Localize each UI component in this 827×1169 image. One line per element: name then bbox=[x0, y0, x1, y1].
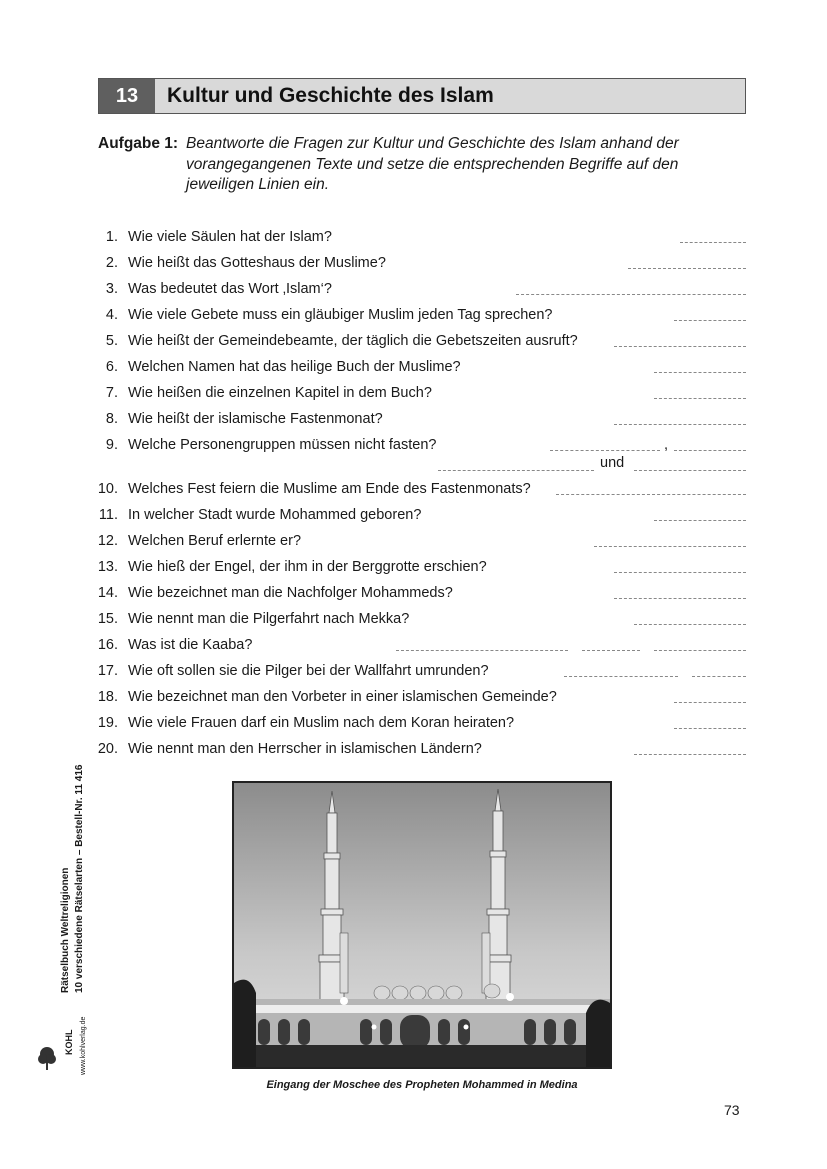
question-number: 4. bbox=[105, 307, 118, 323]
answer-blank[interactable] bbox=[674, 702, 746, 703]
question-number: 13. bbox=[97, 559, 118, 575]
question-item bbox=[98, 330, 748, 356]
question-text: Wie bezeichnet man den Vorbeter in einer islamischen Gemeinde? bbox=[128, 689, 557, 705]
question-text: Wie oft sollen sie die Pilger bei der Wallfahrt umrunden? bbox=[128, 663, 489, 679]
question-number: 7. bbox=[105, 385, 118, 401]
answer-blank[interactable] bbox=[594, 546, 746, 547]
question-item bbox=[98, 226, 748, 252]
question-text: Was bedeutet das Wort ‚Islam‘? bbox=[128, 281, 332, 297]
question-number: 19. bbox=[97, 715, 118, 731]
photo-caption: Eingang der Moschee des Propheten Mohammed in Medina bbox=[266, 1079, 578, 1091]
question-number: 6. bbox=[105, 359, 118, 375]
chapter-number: 13 bbox=[99, 79, 155, 113]
question-text: Welche Personengruppen müssen nicht fasten? bbox=[128, 437, 437, 453]
answer-blank[interactable] bbox=[614, 572, 746, 573]
comma-separator: , bbox=[664, 437, 669, 453]
answer-blank[interactable] bbox=[674, 450, 746, 451]
question-text: Wie heißt der islamische Fastenmonat? bbox=[128, 411, 383, 427]
publisher-sidebar bbox=[38, 765, 98, 1075]
question-number: 10. bbox=[97, 481, 118, 497]
question-number: 15. bbox=[97, 611, 118, 627]
question-text: Wie heißt der Gemeindebeamte, der täglich die Gebetszeiten ausruft? bbox=[128, 333, 578, 349]
question-item bbox=[98, 530, 748, 556]
tree-logo-icon bbox=[38, 1045, 56, 1071]
answer-blank[interactable] bbox=[582, 650, 640, 651]
question-text: Wie nennt man den Herrscher in islamischen Ländern? bbox=[128, 741, 482, 757]
question-number: 17. bbox=[97, 663, 118, 679]
question-item bbox=[98, 738, 748, 764]
chapter-title: Kultur und Geschichte des Islam bbox=[167, 84, 494, 107]
chapter-header bbox=[98, 78, 746, 114]
answer-blank[interactable] bbox=[614, 346, 746, 347]
question-item bbox=[98, 478, 748, 504]
answer-blank[interactable] bbox=[674, 320, 746, 321]
answer-blank[interactable] bbox=[550, 450, 660, 451]
question-number: 14. bbox=[97, 585, 118, 601]
question-item bbox=[98, 634, 748, 660]
answer-blank[interactable] bbox=[654, 520, 746, 521]
question-item bbox=[98, 582, 748, 608]
question-item bbox=[98, 408, 748, 434]
sidebar-book-title: Rätselbuch Weltreligionen bbox=[60, 867, 71, 993]
mosque-photo bbox=[232, 781, 612, 1069]
answer-blank[interactable] bbox=[692, 676, 746, 677]
answer-blank[interactable] bbox=[438, 470, 594, 471]
page-number: 73 bbox=[724, 1102, 740, 1118]
question-text: Wie heißen die einzelnen Kapitel in dem Buch? bbox=[128, 385, 432, 401]
question-number: 5. bbox=[105, 333, 118, 349]
answer-blank[interactable] bbox=[674, 728, 746, 729]
answer-blank[interactable] bbox=[634, 470, 746, 471]
question-text: Wie nennt man die Pilgerfahrt nach Mekka? bbox=[128, 611, 410, 627]
publisher-logo-text: KOHL bbox=[64, 1029, 74, 1055]
question-item bbox=[98, 504, 748, 530]
question-text: Welchen Namen hat das heilige Buch der Muslime? bbox=[128, 359, 461, 375]
question-item bbox=[98, 608, 748, 634]
answer-blank[interactable] bbox=[614, 598, 746, 599]
question-text: Wie viele Frauen darf ein Muslim nach dem Koran heiraten? bbox=[128, 715, 515, 731]
question-text: Wie heißt das Gotteshaus der Muslime? bbox=[128, 255, 386, 271]
question-item bbox=[98, 712, 748, 738]
question-item bbox=[98, 660, 748, 686]
answer-blank[interactable] bbox=[556, 494, 746, 495]
answer-blank[interactable] bbox=[634, 754, 746, 755]
question-text: Wie viele Gebete muss ein gläubiger Muslim jeden Tag sprechen? bbox=[128, 307, 553, 323]
task-label: Aufgabe 1: bbox=[98, 135, 179, 152]
question-number: 16. bbox=[97, 637, 118, 653]
question-number: 11. bbox=[98, 507, 118, 523]
sidebar-subtitle: 10 verschiedene Rätselarten – Bestell-Nr. 11 416 bbox=[74, 764, 85, 993]
question-text: Welches Fest feiern die Muslime am Ende des Fastenmonats? bbox=[128, 481, 531, 497]
question-number: 3. bbox=[105, 281, 118, 297]
answer-blank[interactable] bbox=[396, 650, 568, 651]
question-text: Was ist die Kaaba? bbox=[128, 637, 253, 653]
answer-blank[interactable] bbox=[564, 676, 678, 677]
answer-blank[interactable] bbox=[628, 268, 746, 269]
answer-blank[interactable] bbox=[680, 242, 746, 243]
answer-blank[interactable] bbox=[634, 624, 746, 625]
question-item bbox=[98, 686, 748, 712]
answer-blank[interactable] bbox=[654, 372, 746, 373]
question-number: 2. bbox=[105, 255, 118, 271]
question-item bbox=[98, 356, 748, 382]
question-item bbox=[98, 252, 748, 278]
question-number: 8. bbox=[105, 411, 118, 427]
question-list bbox=[98, 226, 748, 764]
question-item bbox=[98, 434, 748, 478]
answer-blank[interactable] bbox=[654, 398, 746, 399]
sidebar-url: www.kohlverlag.de bbox=[80, 1016, 87, 1075]
arches bbox=[258, 1015, 576, 1049]
question-text: Wie bezeichnet man die Nachfolger Mohammeds? bbox=[128, 585, 453, 601]
question-text: Wie hieß der Engel, der ihm in der Berggrotte erschien? bbox=[128, 559, 487, 575]
answer-blank[interactable] bbox=[516, 294, 746, 295]
und-connector: und bbox=[600, 455, 625, 471]
answer-blank[interactable] bbox=[614, 424, 746, 425]
question-text: In welcher Stadt wurde Mohammed geboren? bbox=[128, 507, 422, 523]
question-number: 1. bbox=[105, 229, 118, 245]
question-item bbox=[98, 278, 748, 304]
question-number: 20. bbox=[97, 741, 118, 757]
task-text: Beantworte die Fragen zur Kultur und Geschichte des Islam anhand der vorangegangenen Texte und setze die entsprechenden Begriffe auf den jeweiligen Linien ein. bbox=[186, 135, 679, 193]
question-number: 9. bbox=[105, 437, 118, 453]
question-item bbox=[98, 382, 748, 408]
answer-blank[interactable] bbox=[654, 650, 746, 651]
question-item bbox=[98, 304, 748, 330]
question-number: 18. bbox=[97, 689, 118, 705]
question-number: 12. bbox=[97, 533, 118, 549]
question-item bbox=[98, 556, 748, 582]
question-text: Wie viele Säulen hat der Islam? bbox=[128, 229, 332, 245]
question-text: Welchen Beruf erlernte er? bbox=[128, 533, 302, 549]
mosque-illustration bbox=[234, 783, 610, 1067]
